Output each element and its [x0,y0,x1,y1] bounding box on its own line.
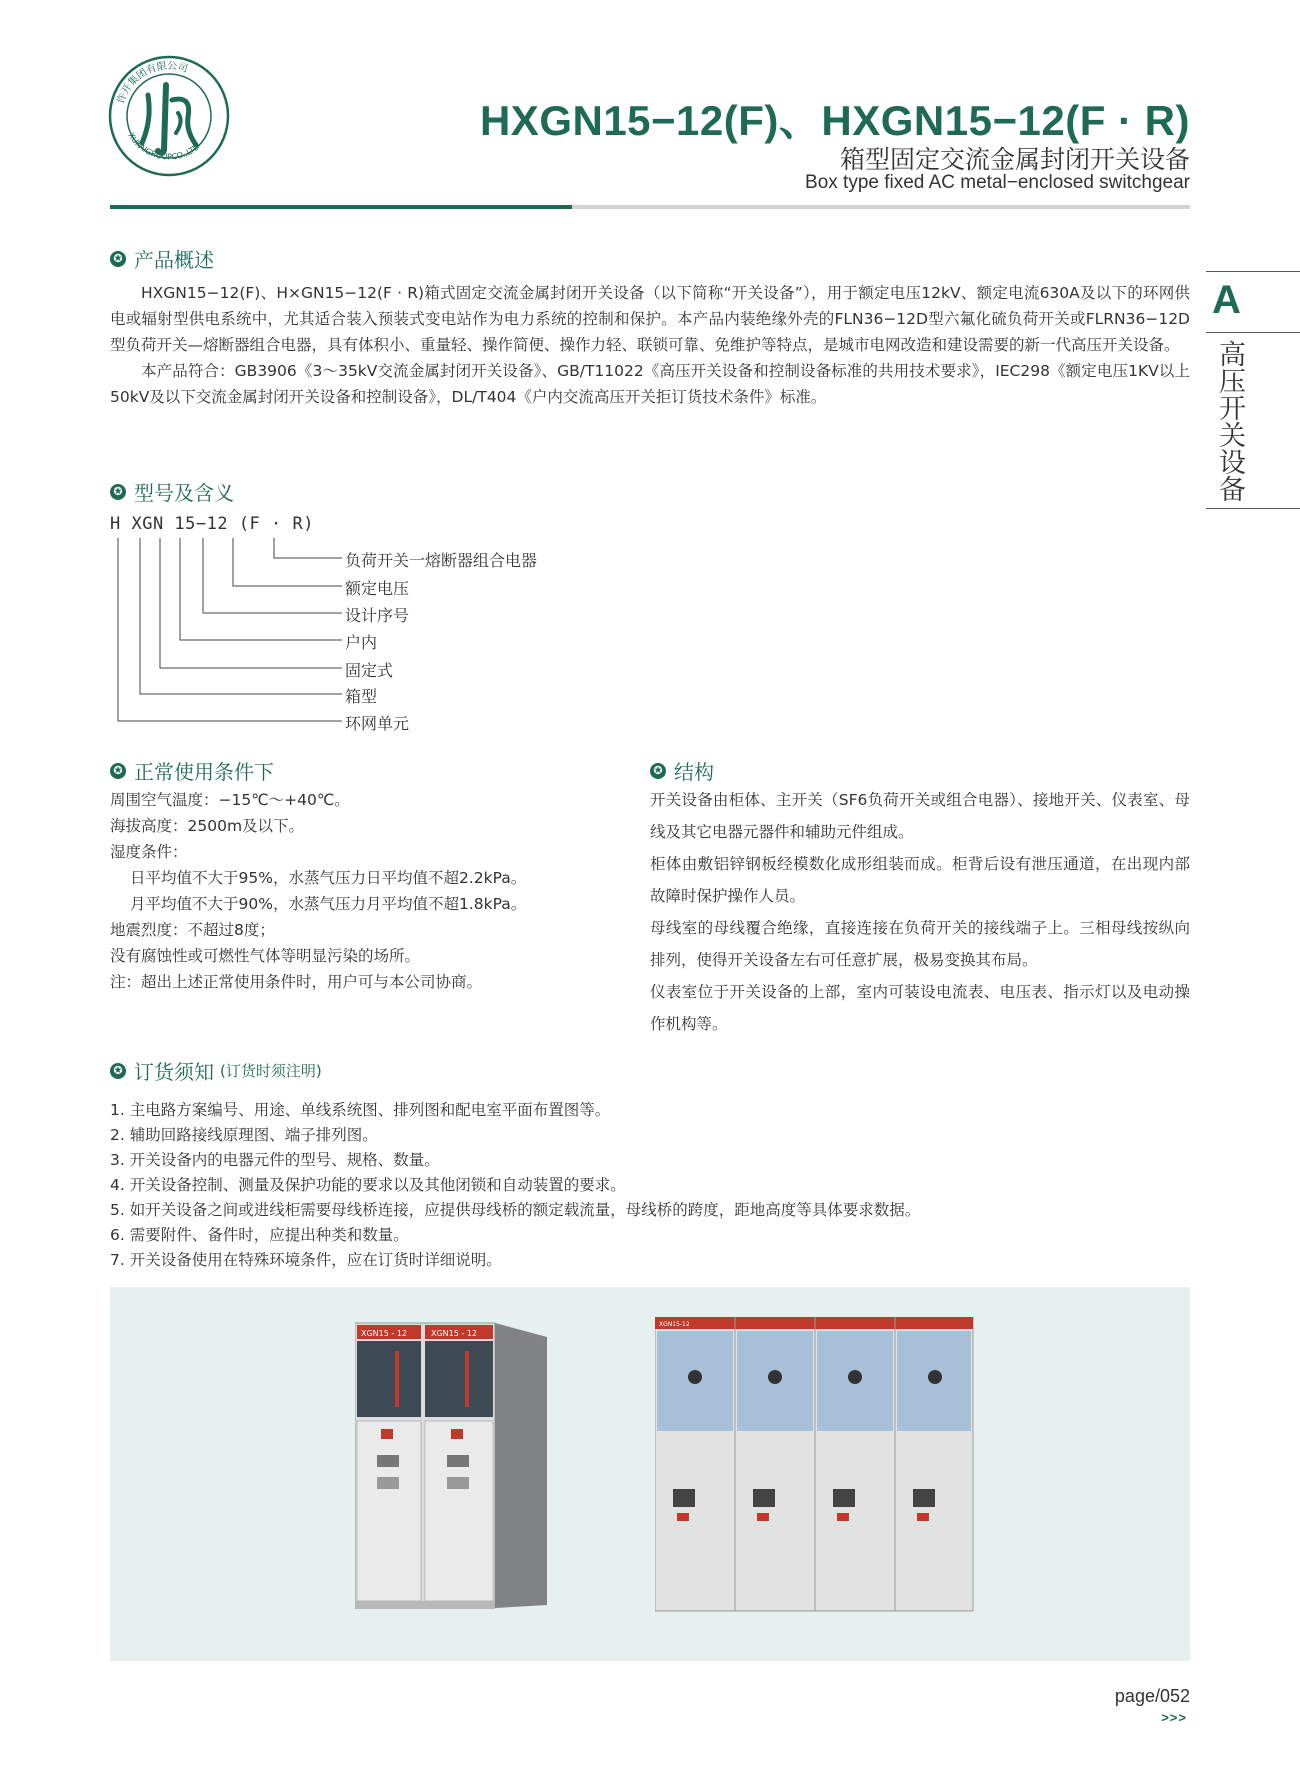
condition-note: 注：超出上述正常使用条件时，用户可与本公司协商。 [110,973,483,991]
condition-line: 地震烈度：不超过8度； [110,921,275,939]
structure-text [650,784,1190,1040]
structure-heading [650,756,714,785]
ordering-item: 1. 主电路方案编号、用途、单线系统图、排列图和配电室平面布置图等。 [110,1101,611,1119]
ordering-item: 6. 需要附件、备件时，应提出种类和数量。 [110,1226,409,1244]
ordering-heading-text: 订货须知 [134,1060,214,1084]
conditions-heading-text: 正常使用条件下 [134,760,274,784]
conditions-heading [110,756,274,785]
model-bracket-diagram [110,536,350,726]
logo-ring-text: 许开集团有限公司 [115,60,189,106]
product-subtitle-cn: 箱型固定交流金属封闭开关设备 [839,145,1190,174]
star-icon: ✪ [110,484,126,500]
condition-line: 周围空气温度：−15℃～+40℃。 [110,791,350,809]
overview-paragraph: HXGN15−12(F)、H×GN15−12(F · R)箱式固定交流金属封闭开关设备（以下简称“开关设备”），用于额定电压12kV、额定电流630A及以下的环网供电或辐射型供电系统中，尤其适合装入预装式变电站作为电力系统的控制和保护。本产品内装绝缘外壳的FLN36−12D型六氟化硫负荷开关或FLRN36−12D型负荷开关—熔断器组合电器，具有体积小、重量轻、操作简便、操作力轻、联锁可靠、免维护等特点，是城市电网改造和建设需要的新一代高压开关设备。 [110,284,1190,354]
company-logo [108,55,230,177]
ordering-heading [110,1056,322,1085]
cabinet-left-label: XGN15 - 12 [361,1329,407,1338]
logo-ring-text-en: XUKAIGROUPCO.,LTD [126,131,202,162]
ordering-item: 3. 开关设备内的电器元件的型号、规格、数量。 [110,1151,440,1169]
condition-line: 日平均值不大于95%，水蒸气压力日平均值不超2.2kPa。 [130,869,527,887]
product-photo-panel [110,1287,1190,1661]
side-tab-divider [1206,271,1300,272]
ordering-heading-note: (订货时须注明) [220,1062,322,1080]
model-heading-text: 型号及含义 [134,481,234,505]
model-meaning-item: 额定电压 [345,579,410,598]
structure-paragraph: 母线室的母线覆合绝缘，直接连接在负荷开关的接线端子上。三相母线按纵向排列，使得开关设备左右可任意扩展，极易变换其布局。 [650,919,1190,969]
overview-heading-text: 产品概述 [134,248,214,272]
product-subtitle-en: Box type fixed AC metal−enclosed switchgear [805,172,1190,193]
star-icon: ✪ [110,1063,126,1079]
side-tab-divider [1206,508,1300,509]
header-rule-accent [110,205,572,209]
structure-paragraph: 开关设备由柜体、主开关（SF6负荷开关或组合电器）、接地开关、仪表室、母线及其它电器元器件和辅助元件组成。 [650,791,1190,841]
structure-paragraph: 柜体由敷铝锌钢板经模数化成形组装而成。柜背后设有泄压通道，在出现内部故障时保护操作人员。 [650,855,1190,905]
overview-paragraph: 本产品符合：GB3906《3～35kV交流金属封闭开关设备》、GB/T11022《高压开关设备和控制设备标准的共用技术要求》，IEC298《额定电压1KV以上50kV及以下交流金属封闭开关设备和控制设备》，DL/T404《户内交流高压开关拒订货技术条件》标准。 [110,362,1190,406]
structure-paragraph: 仪表室位于开关设备的上部，室内可装设电流表、电压表、指示灯以及电动操作机构等。 [650,983,1190,1033]
model-meaning-item: 箱型 [345,687,378,706]
ordering-item: 4. 开关设备控制、测量及保护功能的要求以及其他闭锁和自动装置的要求。 [110,1176,626,1194]
model-meaning-item: 环网单元 [345,714,410,733]
cabinet-row-label: XGN15-12 [659,1321,690,1328]
star-icon: ✪ [110,763,126,779]
condition-line: 湿度条件： [110,843,188,861]
star-icon: ✪ [110,251,126,267]
condition-line: 没有腐蚀性或可燃性气体等明显污染的场所。 [110,947,421,965]
model-heading [110,477,234,506]
next-arrows-icon: >>> [1161,1710,1187,1725]
overview-heading [110,244,214,273]
model-meaning-item: 固定式 [345,661,394,680]
ordering-item: 5. 如开关设备之间或进线柜需要母线桥连接，应提供母线桥的额定载流量，母线桥的跨度，距地高度等具体要求数据。 [110,1201,921,1219]
model-meaning-item: 负荷开关一熔断器组合电器 [345,551,538,570]
side-tab-label: 高压开关设备 [1214,340,1245,502]
cabinet-photo-right [655,1317,975,1617]
condition-line: 海拔高度：2500m及以下。 [110,817,305,835]
product-title: HXGN15−12(F)、HXGN15−12(F · R) [479,97,1190,144]
model-code: H XGN 15−12 (F · R) [110,514,314,534]
cabinet-right-label: XGN15 - 12 [431,1329,477,1338]
ordering-item: 7. 开关设备使用在特殊环境条件，应在订货时详细说明。 [110,1251,502,1269]
cabinet-photo-left [355,1315,555,1615]
model-meaning-item: 户内 [345,633,378,652]
model-meaning-item: 设计序号 [345,606,410,625]
side-tab-divider [1206,332,1300,333]
overview-text [110,280,1190,410]
star-icon: ✪ [650,763,666,779]
page-number: page/052 [1114,1686,1190,1706]
side-tab-letter: A [1212,278,1241,322]
ordering-item: 2. 辅助回路接线原理图、端子排列图。 [110,1126,378,1144]
structure-heading-text: 结构 [674,760,714,784]
condition-line: 月平均值不大于90%，水蒸气压力月平均值不超1.8kPa。 [130,895,527,913]
